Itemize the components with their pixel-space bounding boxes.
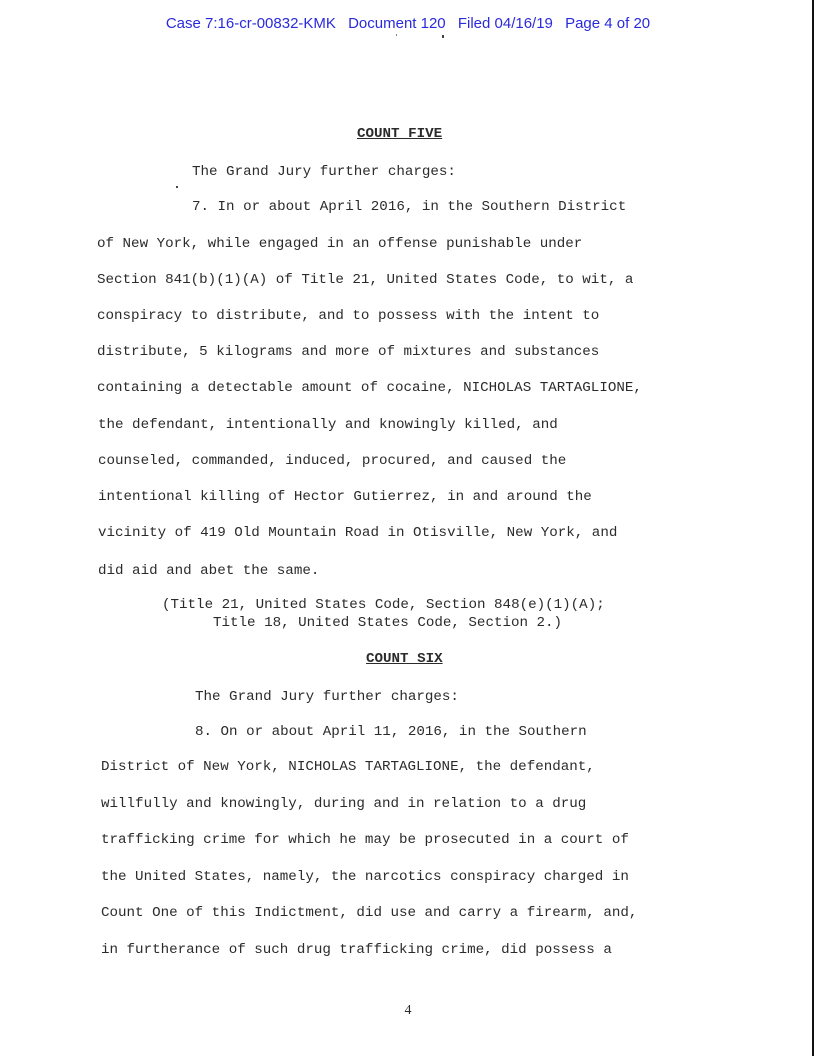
paragraph-line: willfully and knowingly, during and in relation to a drug bbox=[101, 796, 587, 812]
ecf-filing-header bbox=[0, 15, 816, 32]
paragraph-line: trafficking crime for which he may be prosecuted in a court of bbox=[101, 832, 629, 848]
paragraph-line: Count One of this Indictment, did use and carry a firearm, and, bbox=[101, 905, 638, 921]
paragraph-line: the defendant, intentionally and knowingly killed, and bbox=[98, 417, 558, 433]
page-number: 4 bbox=[404, 1003, 412, 1018]
scan-speck bbox=[396, 34, 397, 36]
paragraph-line: intentional killing of Hector Gutierrez, in and around the bbox=[98, 489, 592, 505]
paragraph-line: containing a detectable amount of cocaine, NICHOLAS TARTAGLIONE, bbox=[97, 380, 642, 396]
paragraph-line: 8. On or about April 11, 2016, in the Southern bbox=[195, 724, 587, 740]
paragraph-line: Section 841(b)(1)(A) of Title 21, United States Code, to wit, a bbox=[97, 272, 634, 288]
statute-citation: Title 18, United States Code, Section 2.) bbox=[213, 615, 563, 631]
filed-date: Filed 04/16/19 bbox=[457, 15, 553, 32]
paragraph-line: in furtherance of such drug trafficking crime, did possess a bbox=[101, 942, 612, 958]
scan-speck bbox=[442, 35, 444, 38]
paragraph-line: conspiracy to distribute, and to possess with the intent to bbox=[97, 308, 600, 324]
count-six-heading: COUNT SIX bbox=[366, 651, 443, 667]
page-edge bbox=[812, 0, 814, 1056]
paragraph-line: distribute, 5 kilograms and more of mixtures and substances bbox=[97, 344, 600, 360]
count-six-intro: The Grand Jury further charges: bbox=[195, 689, 459, 705]
statute-citation: (Title 21, United States Code, Section 848(e)(1)(A); bbox=[162, 597, 605, 613]
paragraph-line: did aid and abet the same. bbox=[98, 563, 320, 579]
paragraph-line: counseled, commanded, induced, procured, and caused the bbox=[98, 453, 567, 469]
paragraph-line: of New York, while engaged in an offense punishable under bbox=[97, 236, 583, 252]
scan-speck bbox=[176, 186, 178, 188]
page-indicator: Page 4 of 20 bbox=[565, 15, 651, 32]
count-five-heading: COUNT FIVE bbox=[357, 126, 443, 142]
count-five-intro: The Grand Jury further charges: bbox=[192, 164, 456, 180]
paragraph-line: vicinity of 419 Old Mountain Road in Otisville, New York, and bbox=[98, 525, 618, 541]
document-number: Document 120 bbox=[348, 15, 446, 32]
paragraph-line: District of New York, NICHOLAS TARTAGLIONE, the defendant, bbox=[101, 759, 595, 775]
paragraph-line: the United States, namely, the narcotics conspiracy charged in bbox=[101, 869, 629, 885]
paragraph-line: 7. In or about April 2016, in the Southern District bbox=[192, 199, 627, 215]
case-number: Case 7:16-cr-00832-KMK bbox=[165, 15, 336, 32]
